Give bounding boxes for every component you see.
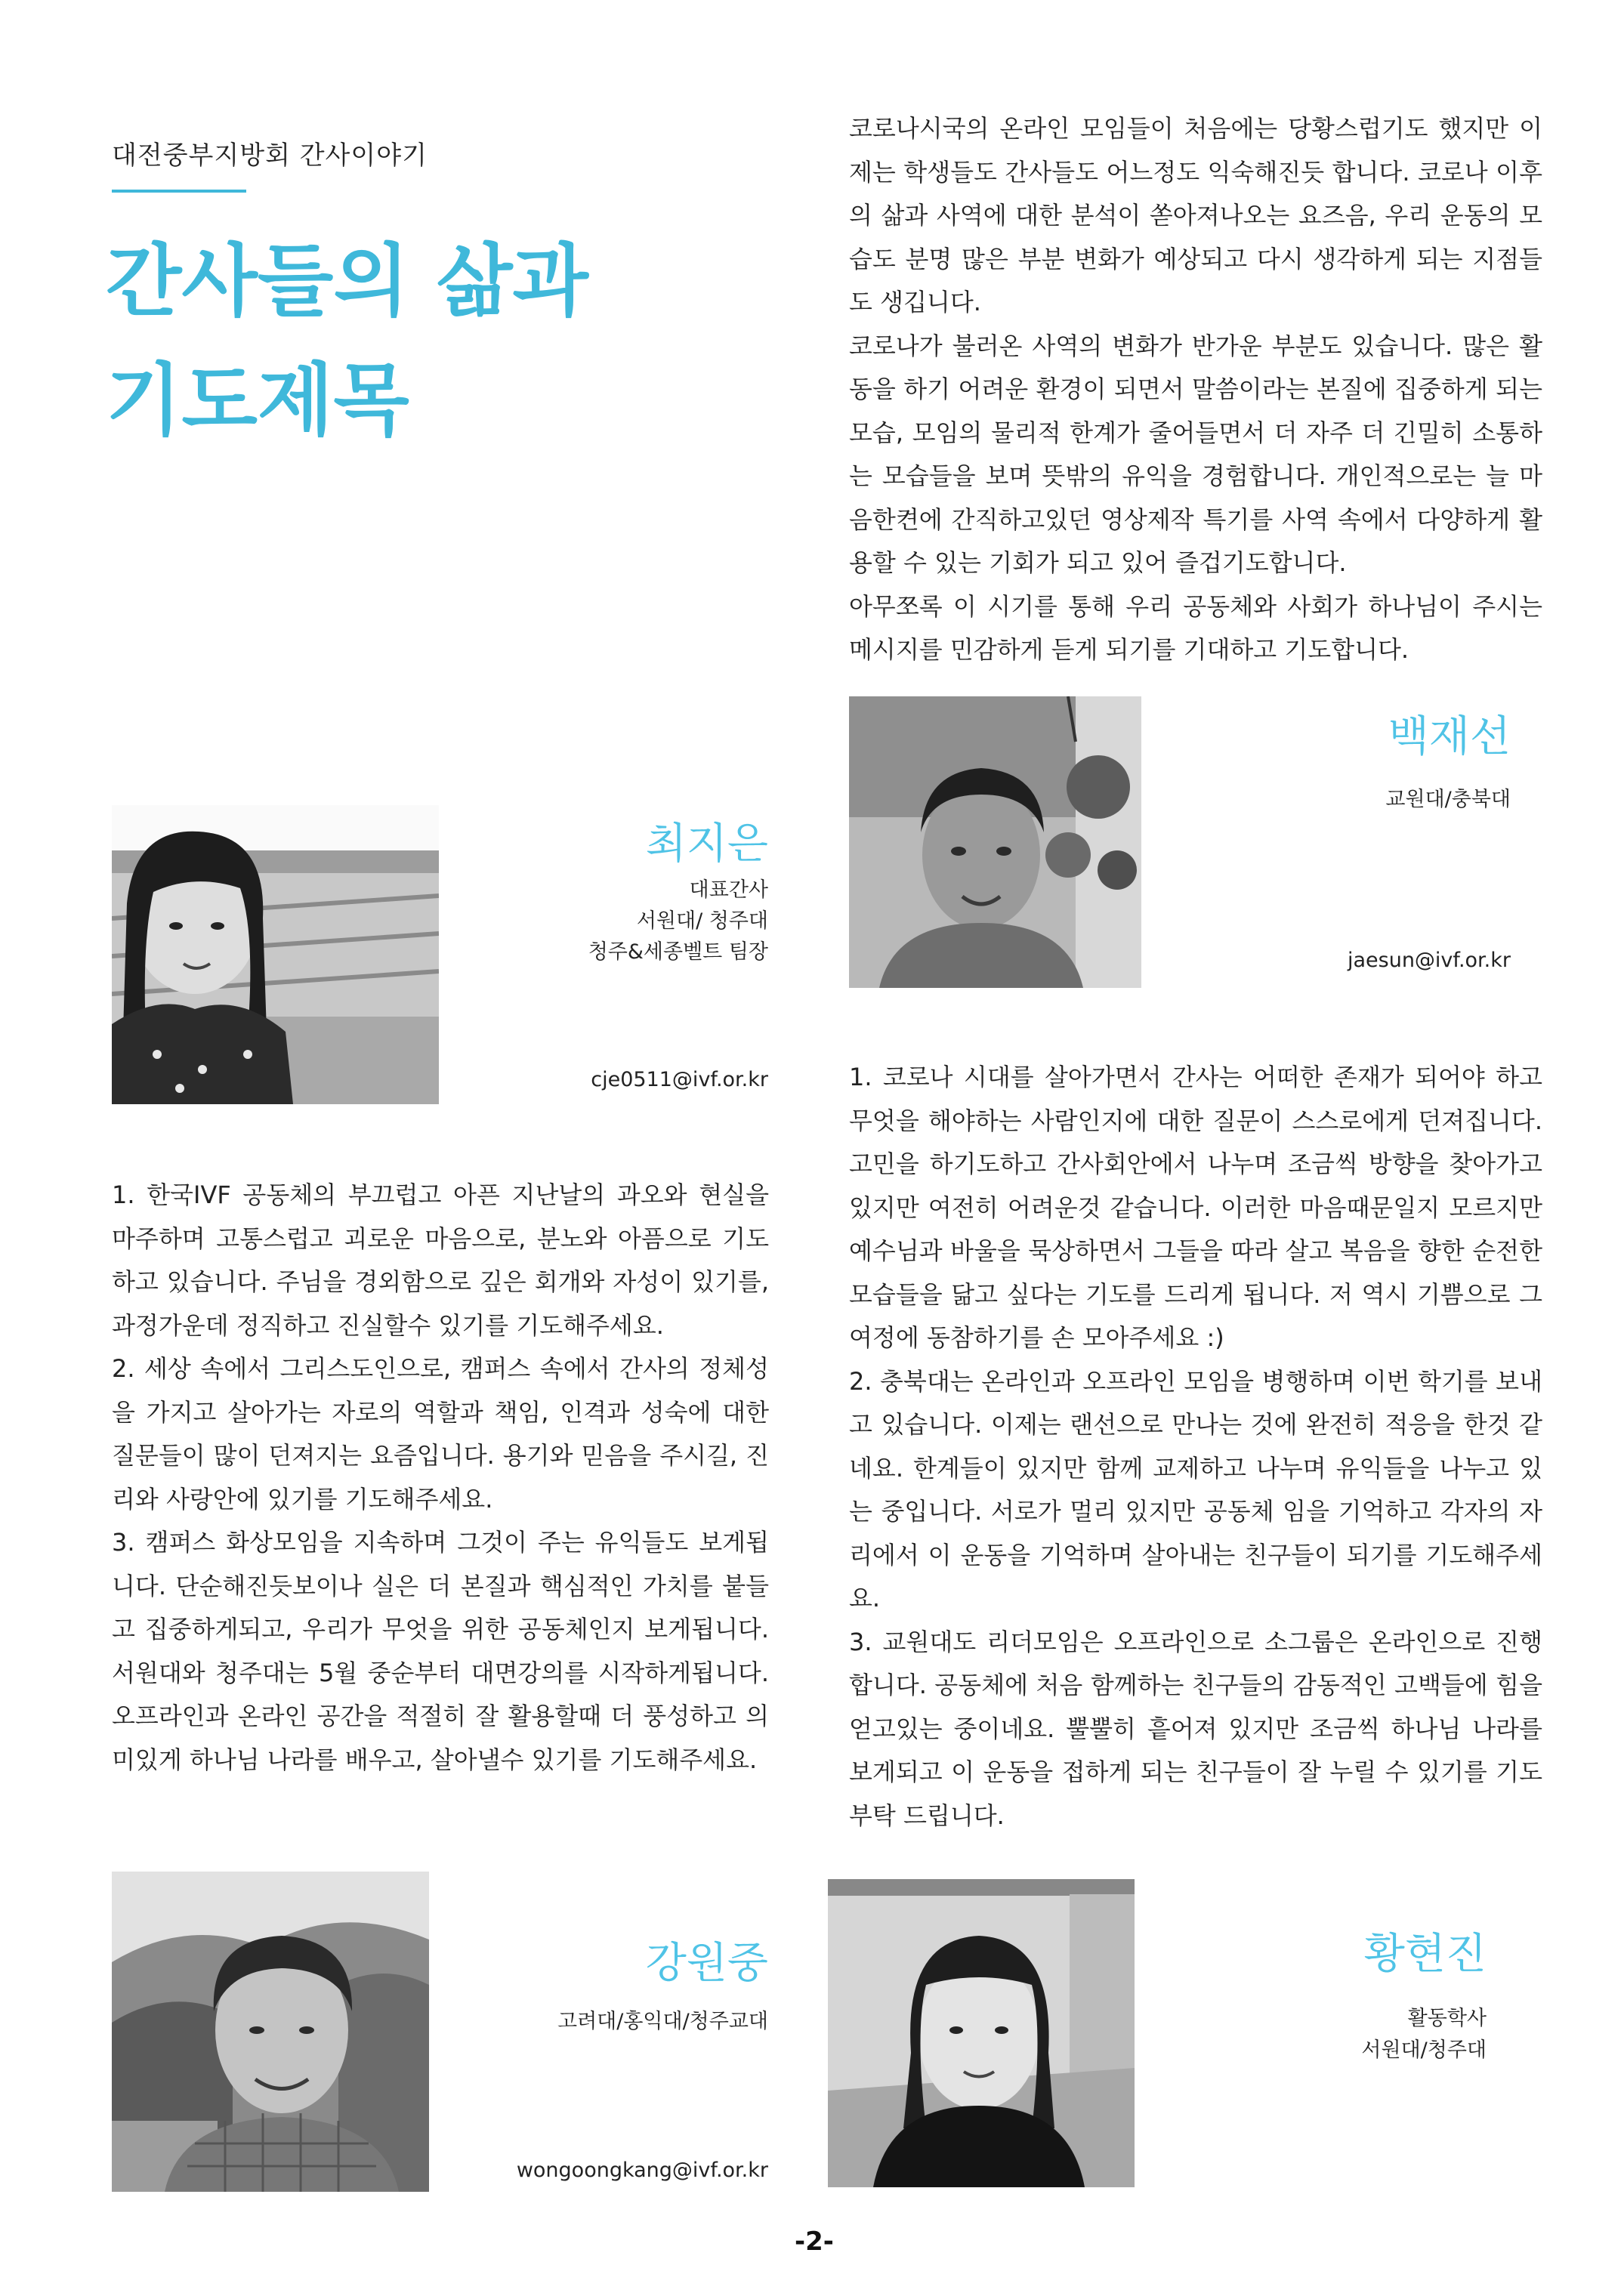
title-divider (112, 190, 246, 193)
prayer-item: 3. 교원대도 리더모임은 오프라인으로 소그룹은 온라인으로 진행합니다. 공동체에 처음 함께하는 친구들의 감동적인 고백들에 힘을 얻고있는 중이네요. 뿔뿔히 흩어져 있지만 조금씩 하나님 나라를 보게되고 이 운동을 접하게 되는 친구들이 잘 누릴 수 있기를 기도부탁 드립니다. (849, 1627, 1542, 1830)
staff-campus-choi: 서원대/ 청주대 (636, 909, 768, 933)
page-title-line-1: 간사들의 삶과 (106, 235, 588, 327)
staff-email-baek: jaesun@ivf.or.kr (1347, 949, 1511, 972)
page-title-line-2: 기도제목 (106, 354, 409, 446)
staff-email-kang: wongoongkang@ivf.or.kr (516, 2159, 768, 2182)
staff-name-kang: 강원중 (645, 1939, 768, 1988)
portrait-photo-hwang (828, 1879, 1135, 2187)
staff-email-choi: cje0511@ivf.or.kr (591, 1068, 768, 1091)
staff-name-baek: 백재선 (1388, 712, 1511, 761)
prayer-item: 3. 캠퍼스 화상모임을 지속하며 그것이 주는 유익들도 보게됩니다. 단순해진듯보이나 실은 더 본질과 핵심적인 가치를 붙들고 집중하게되고, 우리가 무엇을 위한 공동체인지 보게됩니다. 서원대와 청주대는 5월 중순부터 대면강의를 시작하게됩니다. 오프라인과 온라인 공간을 적절히 잘 활용할때 더 풍성하고 의미있게 하나님 나라를 배우고, 살아낼수 있기를 기도해주세요. (112, 1528, 769, 1774)
staff-name-choi: 최지은 (645, 819, 768, 869)
intro-paragraph: 아무쪼록 이 시기를 통해 우리 공동체와 사회가 하나님이 주시는 메시지를 민감하게 듣게 되기를 기대하고 기도합니다. (849, 591, 1542, 664)
staff-role-choi: 대표간사 (689, 878, 768, 902)
staff-campus-hwang: 서원대/청주대 (1361, 2038, 1487, 2062)
prayer-item: 1. 코로나 시대를 살아가면서 간사는 어떠한 존재가 되어야 하고 무엇을 해야하는 사람인지에 대한 질문이 스스로에게 던져집니다. 고민을 하기도하고 간사회안에서 나누며 조금씩 방향을 찾아가고 있지만 여전히 어려운것 같습니다. 이러한 마음때문일지 모르지만 예수님과 바울을 묵상하면서 그들을 따라 살고 복음을 향한 순전한 모습들을 닮고 싶다는 기도를 드리게 됩니다. 저 역시 기쁨으로 그 여정에 동참하기를 손 모아주세요 :) (849, 1063, 1542, 1352)
portrait-photo-baek (849, 696, 1141, 988)
prayer-item: 2. 세상 속에서 그리스도인으로, 캠퍼스 속에서 간사의 정체성을 가지고 살아가는 자로의 역할과 책임, 인격과 성숙에 대한 질문들이 많이 던져지는 요즘입니다. 용기와 믿음을 주시길, 진리와 사랑안에 있기를 기도해주세요. (112, 1354, 769, 1514)
portrait-photo-kang (112, 1872, 429, 2192)
prayer-item: 1. 한국IVF 공동체의 부끄럽고 아픈 지난날의 과오와 현실을 마주하며 고통스럽고 괴로운 마음으로, 분노와 아픔으로 기도하고 있습니다. 주님을 경외함으로 깊은 회개와 자성이 있기를, 과정가운데 정직하고 진실할수 있기를 기도해주세요. (112, 1180, 769, 1340)
page-number: -2- (795, 2227, 834, 2257)
prayer-text-baek (849, 1056, 1542, 1838)
portrait-photo-choi (112, 805, 439, 1104)
staff-name-hwang: 황현진 (1363, 1930, 1487, 1979)
section-subtitle: 대전중부지방회 간사이야기 (112, 140, 428, 171)
intro-paragraph: 코로나시국의 온라인 모임들이 처음에는 당황스럽기도 했지만 이제는 학생들도 간사들도 어느정도 익숙해진듯 합니다. 코로나 이후의 삶과 사역에 대한 분석이 쏟아져나오는 요즈음, 우리 운동의 모습도 분명 많은 부분 변화가 예상되고 다시 생각하게 되는 지점들도 생깁니다. (849, 114, 1542, 316)
staff-campus-baek: 교원대/충북대 (1385, 788, 1511, 811)
staff-team-choi: 청주&세종벨트 팀장 (588, 940, 768, 964)
staff-campus-kang: 고려대/홍익대/청주교대 (557, 2010, 768, 2033)
intro-text (849, 107, 1542, 672)
prayer-text-choi (112, 1174, 769, 1782)
intro-paragraph: 코로나가 불러온 사역의 변화가 반가운 부분도 있습니다. 많은 활동을 하기 어려운 환경이 되면서 말씀이라는 본질에 집중하게 되는 모습, 모임의 물리적 한계가 줄어들면서 더 자주 더 긴밀히 소통하는 모습들을 보며 뜻밖의 유익을 경험합니다. 개인적으로는 늘 마음한켠에 간직하고있던 영상제작 특기를 사역 속에서 다양하게 활용할 수 있는 기회가 되고 있어 즐겁기도합니다. (849, 331, 1542, 577)
prayer-item: 2. 충북대는 온라인과 오프라인 모임을 병행하며 이번 학기를 보내고 있습니다. 이제는 랜선으로 만나는 것에 완전히 적응을 한것 같네요. 한계들이 있지만 함께 교제하고 나누며 유익들을 나누고 있는 중입니다. 서로가 멀리 있지만 공동체 임을 기억하고 각자의 자리에서 이 운동을 기억하며 살아내는 친구들이 되기를 기도해주세요. (849, 1366, 1542, 1613)
staff-role-hwang: 활동학사 (1407, 2007, 1487, 2030)
